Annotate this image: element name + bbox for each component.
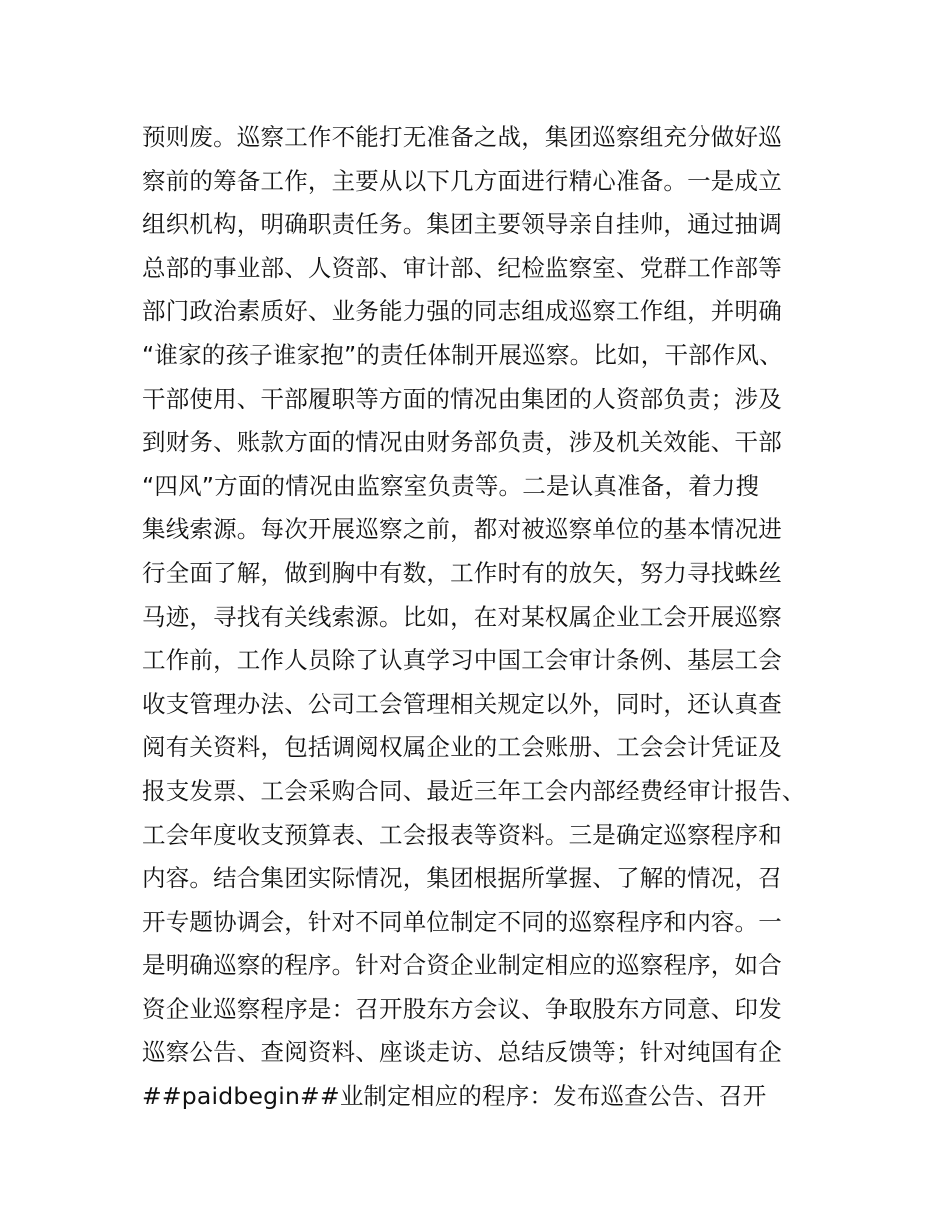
text-line: 集线索源。每次开展巡察之前，都对被巡察单位的基本情况进: [142, 515, 782, 544]
text-line: 马迹，寻找有关线索源。比如，在对某权属企业工会开展巡察: [142, 602, 782, 631]
text-line: 工作前，工作人员除了认真学习中国工会审计条例、基层工会: [142, 646, 782, 675]
text-line: 工会年度收支预算表、工会报表等资料。三是确定巡察程序和: [142, 820, 782, 849]
text-line: 收支管理办法、公司工会管理相关规定以外，同时，还认真查: [142, 689, 782, 718]
text-line: 部门政治素质好、业务能力强的同志组成巡察工作组，并明确: [142, 297, 782, 326]
text-line: 组织机构，明确职责任务。集团主要领导亲自挂帅，通过抽调: [142, 210, 782, 239]
text-line: “谁家的孩子谁家抱”的责任体制开展巡察。比如，干部作风、: [142, 340, 783, 369]
text-line: 报支发票、工会采购合同、最近三年工会内部经费经审计报告、: [142, 776, 806, 805]
text-line: 巡察公告、查阅资料、座谈走访、总结反馈等；针对纯国有企: [142, 1038, 782, 1067]
text-line: 开专题协调会，针对不同单位制定不同的巡察程序和内容。一: [142, 907, 782, 936]
text-line: 到财务、账款方面的情况由财务部负责，涉及机关效能、干部: [142, 428, 782, 457]
text-line: 是明确巡察的程序。针对合资企业制定相应的巡察程序，如合: [142, 951, 782, 980]
text-line: “四风”方面的情况由监察室负责等。二是认真准备，着力搜: [142, 471, 760, 500]
body-paragraph: [142, 116, 832, 1119]
text-line: ##paidbegin##业制定相应的程序：发布巡查公告、召开: [142, 1082, 767, 1111]
text-line: 预则废。巡察工作不能打无准备之战，集团巡察组充分做好巡: [142, 123, 782, 151]
text-line: 察前的筹备工作，主要从以下几方面进行精心准备。一是成立: [142, 166, 782, 195]
text-line: 干部使用、干部履职等方面的情况由集团的人资部负责；涉及: [142, 384, 782, 413]
text-line: 内容。结合集团实际情况，集团根据所掌握、了解的情况，召: [142, 864, 782, 893]
text-line: 阅有关资料，包括调阅权属企业的工会账册、工会会计凭证及: [142, 733, 782, 762]
text-line: 总部的事业部、人资部、审计部、纪检监察室、党群工作部等: [142, 253, 782, 282]
text-line: 资企业巡察程序是：召开股东方会议、争取股东方同意、印发: [142, 994, 782, 1023]
text-line: 行全面了解，做到胸中有数，工作时有的放矢，努力寻找蛛丝: [142, 558, 782, 587]
